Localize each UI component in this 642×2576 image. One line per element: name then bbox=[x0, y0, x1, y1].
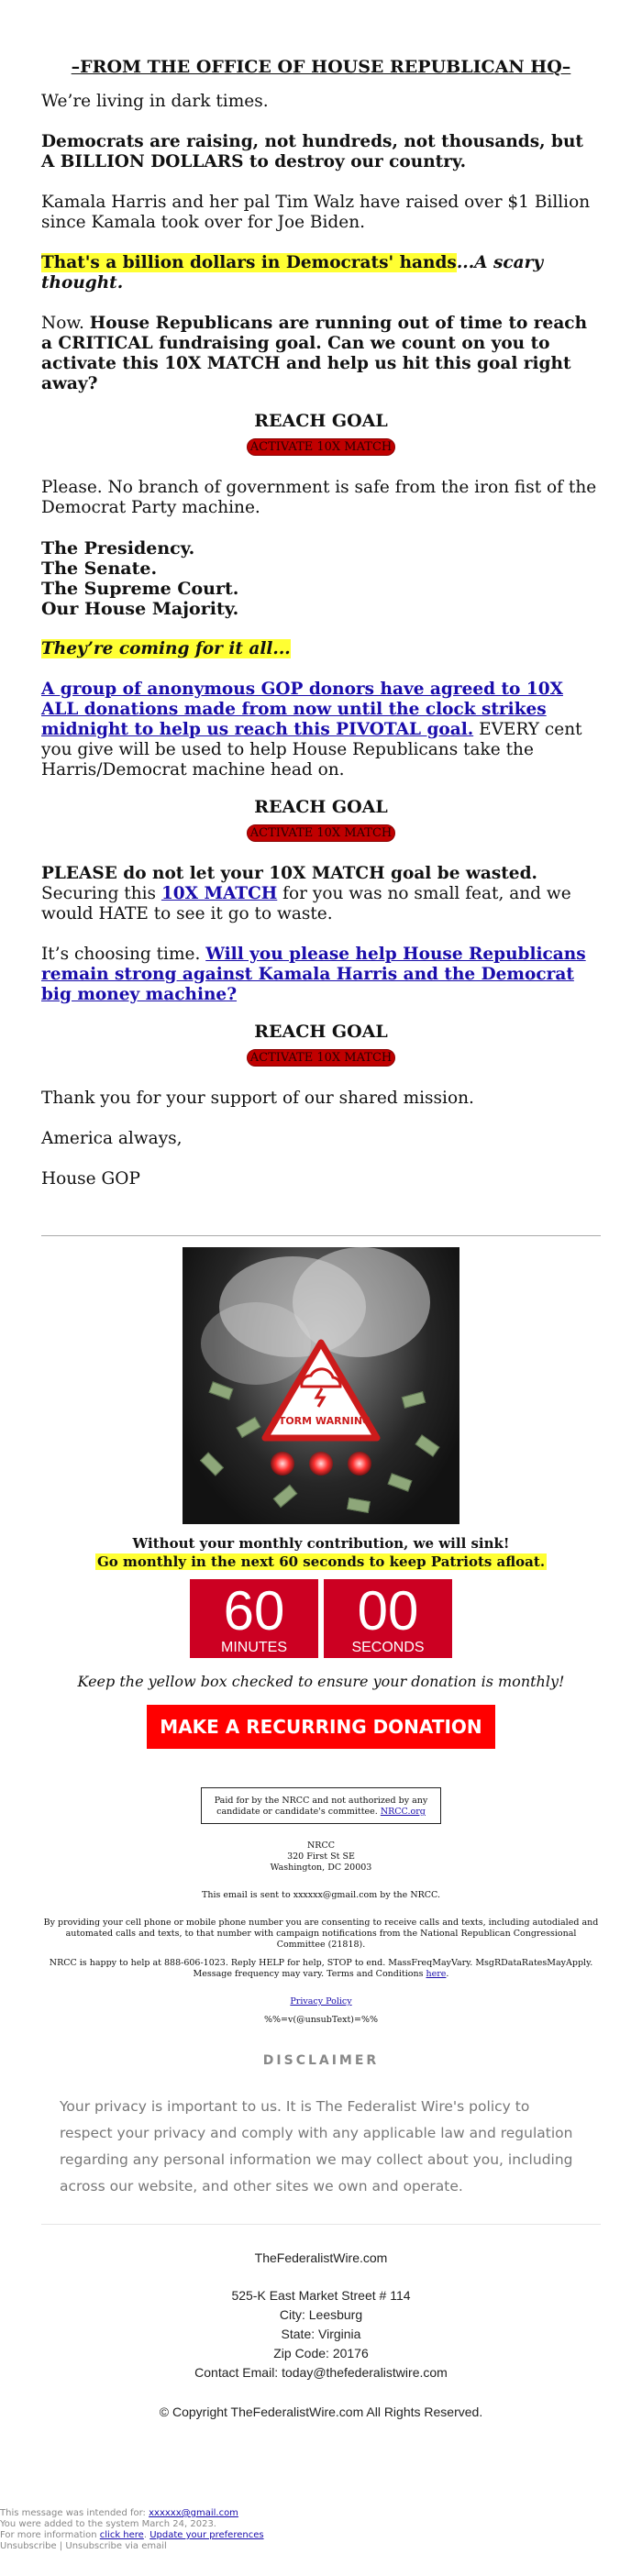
divider bbox=[41, 2224, 601, 2225]
list-item: The Presidency. bbox=[41, 538, 195, 558]
activate-match-button[interactable]: ACTIVATE 10X MATCH bbox=[247, 1049, 396, 1067]
page-title: –FROM THE OFFICE OF HOUSE REPUBLICAN HQ– bbox=[71, 57, 571, 77]
thanks-paragraph: Thank you for your support of our shared mission. bbox=[41, 1089, 474, 1108]
unsubscribe-token: %%=v(@unsubText)=%% bbox=[263, 2015, 378, 2025]
goal-paragraph: Now. House Republicans are running out of time to reach a CRITICAL fundraising goal. Can we count on you to activate this 10X MATCH and help us hit this goal right away? bbox=[41, 314, 588, 393]
unsubscribe-links[interactable]: Unsubscribe | Unsubscribe via email bbox=[0, 2541, 167, 2551]
reach-goal-block-2 bbox=[41, 797, 601, 842]
warning-lights bbox=[183, 1452, 459, 1479]
coming-paragraph bbox=[41, 639, 601, 659]
recurring-donation-button[interactable]: MAKE A RECURRING DONATION bbox=[147, 1705, 495, 1749]
list-item: The Supreme Court. bbox=[41, 579, 239, 599]
reach-goal-title: REACH GOAL bbox=[254, 1022, 388, 1042]
footer-copyright: © Copyright TheFederalistWire.com All Rights Reserved. bbox=[159, 2405, 483, 2419]
disclaimer-body: Your privacy is important to us. It is The Federalist Wire's policy to respect your privacy and comply with any applicable law and regulation regarding any personal information we may collect about you, including across our website, and other sites we own and operate. bbox=[60, 2098, 573, 2195]
highlight-text: That's a billion dollars in Democrats' hands bbox=[41, 253, 457, 272]
disclaimer-heading: DISCLAIMER bbox=[262, 2053, 380, 2068]
monthly-warning: Without your monthly contribution, we will sink! bbox=[132, 1535, 510, 1552]
nrcc-link[interactable]: NRCC.org bbox=[380, 1807, 426, 1817]
footer-site: TheFederalistWire.com bbox=[254, 2250, 388, 2265]
wasted-paragraph: PLEASE do not let your 10X MATCH goal be wasted. Securing this 10X MATCH for you was no small feat, and we would HATE to see it go to waste. bbox=[41, 864, 571, 923]
money-bill bbox=[402, 1391, 426, 1409]
money-bill bbox=[209, 1381, 234, 1399]
reach-goal-block-1 bbox=[41, 411, 601, 456]
branch-paragraph: Please. No branch of government is safe from the iron fist of the Democrat Party machine. bbox=[41, 478, 597, 517]
billion-paragraph: Democrats are raising, not hundreds, not thousands, but A BILLION DOLLARS to destroy our country. bbox=[41, 132, 583, 171]
consent-text: By providing your cell phone or mobile phone number you are consenting to receive calls and texts, including autodialed and automated calls and texts, to that number with campaign notifications from the National Republican Congressional Committee (21818). bbox=[43, 1918, 599, 1950]
paid-for-disclaimer: Paid for by the NRCC and not authorized by any candidate or candidate's committee. NRCC.org bbox=[201, 1787, 441, 1824]
sent-to-note: This email is sent to xxxxxx@gmail.com by the NRCC. bbox=[201, 1890, 441, 1900]
activate-match-button[interactable]: ACTIVATE 10X MATCH bbox=[247, 824, 396, 842]
timer-minutes: 60 MINUTES bbox=[190, 1579, 318, 1658]
signoff-paragraph: America always, bbox=[41, 1129, 183, 1148]
donors-paragraph: A group of anonymous GOP donors have agreed to 10X ALL donations made from now until the clock strikes midnight to help us reach this PIVOTAL goal. EVERY cent you give will be used to help House Republicans take the Harris/Democrat machine head on. bbox=[41, 680, 582, 779]
mailing-address: NRCC 320 First St SE Washington, DC 20003 bbox=[270, 1841, 372, 1873]
intro-paragraph: We’re living in dark times. bbox=[41, 92, 269, 111]
reach-goal-title: REACH GOAL bbox=[254, 797, 388, 817]
click-here-link[interactable]: click here bbox=[99, 2530, 144, 2540]
countdown-timer bbox=[41, 1579, 601, 1658]
keep-box-note: Keep the yellow box checked to ensure your donation is monthly! bbox=[77, 1673, 565, 1690]
reach-goal-title: REACH GOAL bbox=[254, 411, 388, 431]
branch-list bbox=[41, 538, 601, 619]
update-preferences-link[interactable]: Update your preferences bbox=[149, 2530, 264, 2540]
email-body bbox=[41, 0, 601, 2422]
sms-terms: NRCC is happy to help at 888-606-1023. Reply HELP for help, STOP to end. MassFreqMayVary. MsgRDataRatesMayApply. Message frequency may vary. Terms and Conditions here. bbox=[49, 1958, 593, 1979]
activate-match-button[interactable]: ACTIVATE 10X MATCH bbox=[247, 438, 396, 456]
harris-paragraph: Kamala Harris and her pal Tim Walz have raised over $1 Billion since Kamala took over for Joe Biden. bbox=[41, 193, 591, 232]
donors-link[interactable]: A group of anonymous GOP donors have agreed to 10X ALL donations made from now until the clock strikes midnight to help us reach this PIVOTAL goal. bbox=[41, 680, 563, 739]
divider bbox=[41, 1235, 601, 1236]
footer-address: 525-K East Market Street # 114 City: Leesburg State: Virginia Zip Code: 20176 Contact Email: today@thefederalistwire.com bbox=[194, 2288, 448, 2380]
list-item: The Senate. bbox=[41, 558, 158, 579]
coming-highlight: They’re coming for it all... bbox=[41, 639, 291, 658]
money-bill bbox=[347, 1498, 371, 1513]
help-link[interactable]: Will you please help House Republicans remain strong against Kamala Harris and the Democrat big money machine? bbox=[41, 945, 586, 1004]
choosing-paragraph: It’s choosing time. Will you please help House Republicans remain strong against Kamala Harris and the Democrat big money machine? bbox=[41, 945, 586, 1004]
privacy-policy-link[interactable]: Privacy Policy bbox=[290, 1996, 352, 2007]
warning-sign-icon bbox=[261, 1339, 381, 1442]
timer-seconds: 00 SECONDS bbox=[324, 1579, 452, 1658]
storm-warning-image[interactable] bbox=[183, 1247, 459, 1524]
money-bill bbox=[273, 1485, 298, 1508]
terms-link[interactable]: here bbox=[426, 1969, 447, 1979]
red-light-icon bbox=[348, 1452, 371, 1476]
red-light-icon bbox=[309, 1452, 333, 1476]
privacy-row bbox=[41, 1996, 601, 2007]
signature: House GOP bbox=[41, 1169, 140, 1188]
red-light-icon bbox=[271, 1452, 294, 1476]
list-item: Our House Majority. bbox=[41, 599, 239, 619]
mailer-trailer: This message was intended for: xxxxxx@gmail.com You were added to the system March 24, 2023. For more information click here. Update your preferences Unsubscribe | Unsubscribe via email bbox=[0, 2508, 264, 2551]
match-link[interactable]: 10X MATCH bbox=[160, 884, 278, 903]
storm-warning-label: STORM WARNING bbox=[271, 1415, 371, 1427]
reach-goal-block-3 bbox=[41, 1022, 601, 1067]
money-bill bbox=[236, 1417, 260, 1438]
recipient-email-link[interactable]: xxxxxx@gmail.com bbox=[149, 2508, 238, 2518]
scary-paragraph: That's a billion dollars in Democrats' hands...A scary thought. bbox=[41, 253, 544, 293]
monthly-urge: Go monthly in the next 60 seconds to keep Patriots afloat. bbox=[96, 1553, 546, 1570]
